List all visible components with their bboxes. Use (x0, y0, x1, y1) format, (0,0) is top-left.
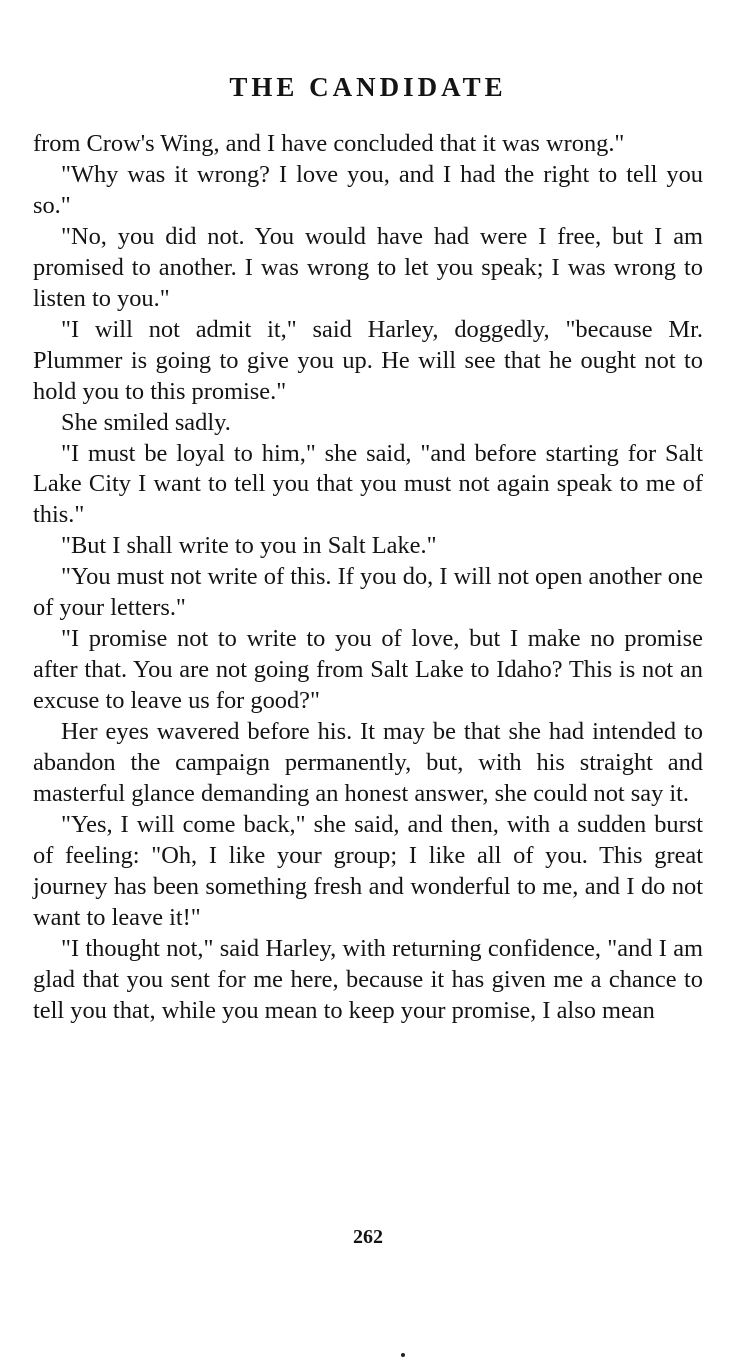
book-page (33, 0, 703, 1248)
paragraph: She smiled sadly. (61, 408, 231, 436)
paragraph: "I will not admit it," said Harley, doggedly, "because Mr. Plummer is going to give you up. He will see that he ought not to hold you to this promise." (33, 315, 703, 405)
paragraph: "But I shall write to you in Salt Lake." (61, 532, 437, 560)
paragraph: "No, you did not. You would have had were I free, but I am promised to another. I was wrong to let you speak; I was wrong to listen to you." (33, 222, 703, 312)
paragraph: "I must be loyal to him," she said, "and before starting for Salt Lake City I want to tell you that you must not again speak to me of this." (33, 439, 703, 529)
paragraph: "You must not write of this. If you do, I will not open another one of your letters." (33, 563, 703, 622)
paragraph: "Why was it wrong? I love you, and I had the right to tell you so." (33, 160, 703, 219)
paragraph: Her eyes wavered before his. It may be that she had intended to abandon the campaign permanently, but, with his straight and masterful glance demanding an honest answer, she could not say it. (33, 718, 703, 808)
running-head: THE CANDIDATE (229, 72, 507, 102)
paragraph: "I promise not to write to you of love, but I make no promise after that. You are not going from Salt Lake to Idaho? This is not an excuse to leave us for good?" (33, 625, 703, 715)
paragraph: "I thought not," said Harley, with returning confidence, "and I am glad that you sent for me here, because it has given me a chance to tell you that, while you mean to keep your promise, I also mean (33, 934, 703, 1024)
page-number: 262 (353, 1226, 383, 1248)
ink-speck (401, 1353, 405, 1357)
body-text (33, 129, 703, 1027)
paragraph: from Crow's Wing, and I have concluded that it was wrong." (33, 130, 625, 157)
paragraph: "Yes, I will come back," she said, and then, with a sudden burst of feeling: "Oh, I like your group; I like all of you. This great journey has been something fresh and wonderful to me, and I do not want to leave it!" (33, 810, 703, 931)
